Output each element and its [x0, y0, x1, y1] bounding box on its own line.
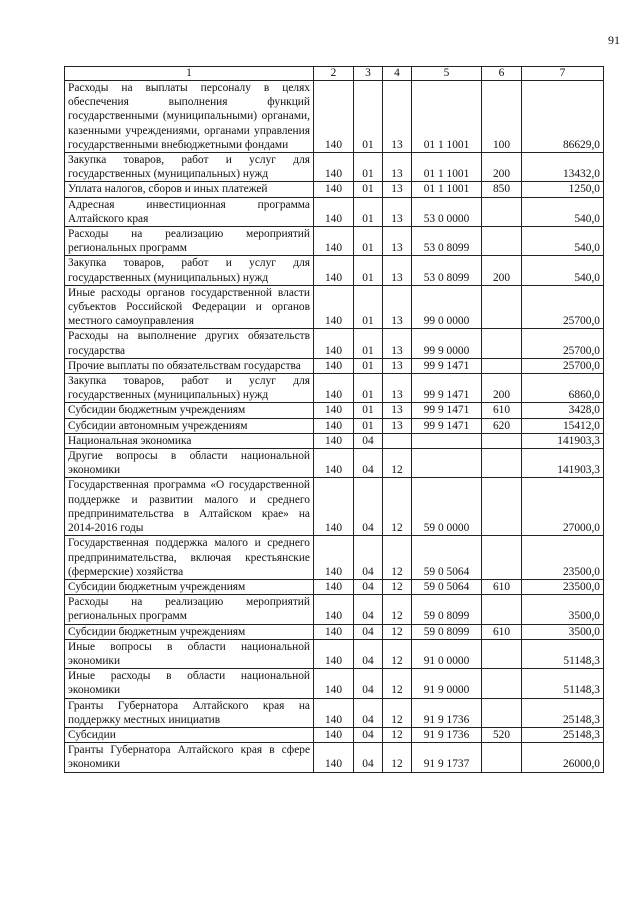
table-row [65, 449, 604, 478]
header-cell: 7 [522, 67, 604, 81]
expense-type-cell [482, 285, 522, 329]
target-article-cell: 59 0 5064 [412, 536, 482, 580]
target-article-cell: 99 0 0000 [412, 285, 482, 329]
section-cell: 01 [354, 418, 383, 433]
expense-type-cell [482, 227, 522, 256]
target-article-cell: 01 1 1001 [412, 153, 482, 182]
amount-cell: 25148,3 [522, 727, 604, 742]
row-name-cell: Субсидии бюджетным учреждениям [65, 579, 314, 594]
section-cell: 01 [354, 182, 383, 197]
row-name-cell: Закупка товаров, работ и услуг для государственных (муниципальных) нужд [65, 153, 314, 182]
subsection-cell: 12 [383, 478, 412, 536]
admin-code-cell: 140 [314, 329, 354, 358]
header-cell: 2 [314, 67, 354, 81]
target-article-cell [412, 449, 482, 478]
table-row [65, 639, 604, 668]
admin-code-cell: 140 [314, 374, 354, 403]
subsection-cell: 12 [383, 669, 412, 698]
target-article-cell: 59 0 5064 [412, 579, 482, 594]
expense-type-cell: 200 [482, 153, 522, 182]
amount-cell: 6860,0 [522, 374, 604, 403]
row-name-cell: Адресная инвестиционная программа Алтайского края [65, 197, 314, 226]
amount-cell: 540,0 [522, 256, 604, 285]
section-cell: 01 [354, 197, 383, 226]
section-cell: 04 [354, 743, 383, 772]
header-cell: 5 [412, 67, 482, 81]
admin-code-cell: 140 [314, 639, 354, 668]
target-article-cell: 99 9 1471 [412, 374, 482, 403]
target-article-cell: 59 0 8099 [412, 595, 482, 624]
row-name-cell: Гранты Губернатора Алтайского края на поддержку местных инициатив [65, 698, 314, 727]
subsection-cell: 13 [383, 256, 412, 285]
row-name-cell: Субсидии бюджетным учреждениям [65, 403, 314, 418]
expense-type-cell [482, 449, 522, 478]
subsection-cell: 12 [383, 624, 412, 639]
table-row [65, 227, 604, 256]
section-cell: 04 [354, 478, 383, 536]
target-article-cell: 53 0 0000 [412, 197, 482, 226]
amount-cell: 86629,0 [522, 81, 604, 153]
section-cell: 04 [354, 433, 383, 448]
table-row [65, 285, 604, 329]
subsection-cell: 13 [383, 227, 412, 256]
target-article-cell: 91 9 1737 [412, 743, 482, 772]
table-row [65, 669, 604, 698]
expense-type-cell [482, 197, 522, 226]
header-cell: 4 [383, 67, 412, 81]
expense-type-cell: 620 [482, 418, 522, 433]
admin-code-cell: 140 [314, 403, 354, 418]
admin-code-cell: 140 [314, 743, 354, 772]
admin-code-cell: 140 [314, 624, 354, 639]
target-article-cell: 59 0 0000 [412, 478, 482, 536]
table-row [65, 197, 604, 226]
target-article-cell: 53 0 8099 [412, 256, 482, 285]
budget-table [64, 66, 604, 773]
admin-code-cell: 140 [314, 227, 354, 256]
row-name-cell: Расходы на реализацию мероприятий региональных программ [65, 595, 314, 624]
row-name-cell: Государственная программа «О государственной поддержке и развитии малого и среднего предпринимательства в Алтайском крае» на 2014-2016 годы [65, 478, 314, 536]
row-name-cell: Национальная экономика [65, 433, 314, 448]
row-name-cell: Прочие выплаты по обязательствам государства [65, 358, 314, 373]
section-cell: 01 [354, 153, 383, 182]
expense-type-cell [482, 358, 522, 373]
row-name-cell: Государственная поддержка малого и среднего предпринимательства, включая крестьянские (фермерские) хозяйства [65, 536, 314, 580]
amount-cell: 13432,0 [522, 153, 604, 182]
amount-cell: 25700,0 [522, 285, 604, 329]
subsection-cell: 13 [383, 358, 412, 373]
row-name-cell: Гранты Губернатора Алтайского края в сфере экономики [65, 743, 314, 772]
subsection-cell: 13 [383, 374, 412, 403]
table-row [65, 182, 604, 197]
admin-code-cell: 140 [314, 153, 354, 182]
expense-type-cell [482, 433, 522, 448]
subsection-cell: 13 [383, 182, 412, 197]
header-row [65, 67, 604, 81]
section-cell: 01 [354, 374, 383, 403]
row-name-cell: Иные вопросы в области национальной экономики [65, 639, 314, 668]
section-cell: 04 [354, 595, 383, 624]
section-cell: 01 [354, 81, 383, 153]
amount-cell: 27000,0 [522, 478, 604, 536]
admin-code-cell: 140 [314, 182, 354, 197]
amount-cell: 51148,3 [522, 639, 604, 668]
section-cell: 01 [354, 227, 383, 256]
amount-cell: 3500,0 [522, 595, 604, 624]
expense-type-cell [482, 478, 522, 536]
subsection-cell: 12 [383, 595, 412, 624]
admin-code-cell: 140 [314, 81, 354, 153]
expense-type-cell [482, 698, 522, 727]
admin-code-cell: 140 [314, 595, 354, 624]
expense-type-cell: 200 [482, 256, 522, 285]
table-row [65, 727, 604, 742]
admin-code-cell: 140 [314, 478, 354, 536]
section-cell: 01 [354, 285, 383, 329]
admin-code-cell: 140 [314, 727, 354, 742]
target-article-cell: 99 9 1471 [412, 403, 482, 418]
expense-type-cell [482, 639, 522, 668]
table-row [65, 579, 604, 594]
admin-code-cell: 140 [314, 536, 354, 580]
section-cell: 04 [354, 639, 383, 668]
subsection-cell: 12 [383, 727, 412, 742]
subsection-cell: 13 [383, 81, 412, 153]
table-row [65, 358, 604, 373]
amount-cell: 23500,0 [522, 536, 604, 580]
admin-code-cell: 140 [314, 358, 354, 373]
amount-cell: 15412,0 [522, 418, 604, 433]
row-name-cell: Расходы на реализацию мероприятий региональных программ [65, 227, 314, 256]
target-article-cell: 91 9 1736 [412, 698, 482, 727]
amount-cell: 25700,0 [522, 329, 604, 358]
expense-type-cell [482, 669, 522, 698]
admin-code-cell: 140 [314, 698, 354, 727]
section-cell: 01 [354, 329, 383, 358]
subsection-cell: 13 [383, 285, 412, 329]
expense-type-cell [482, 595, 522, 624]
target-article-cell: 53 0 8099 [412, 227, 482, 256]
expense-type-cell [482, 329, 522, 358]
table-row [65, 329, 604, 358]
admin-code-cell: 140 [314, 433, 354, 448]
subsection-cell [383, 433, 412, 448]
amount-cell: 1250,0 [522, 182, 604, 197]
admin-code-cell: 140 [314, 197, 354, 226]
row-name-cell: Расходы на выполнение других обязательств государства [65, 329, 314, 358]
row-name-cell: Расходы на выплаты персоналу в целях обеспечения выполнения функций государственными (муниципальными) органами, казенными учреждениями, органами управления государственными внебюджетными фондами [65, 81, 314, 153]
expense-type-cell [482, 536, 522, 580]
admin-code-cell: 140 [314, 285, 354, 329]
target-article-cell [412, 433, 482, 448]
subsection-cell: 12 [383, 698, 412, 727]
section-cell: 04 [354, 624, 383, 639]
table-row [65, 153, 604, 182]
target-article-cell: 59 0 8099 [412, 624, 482, 639]
header-cell: 6 [482, 67, 522, 81]
expense-type-cell: 850 [482, 182, 522, 197]
subsection-cell: 12 [383, 639, 412, 668]
admin-code-cell: 140 [314, 579, 354, 594]
table-row [65, 256, 604, 285]
row-name-cell: Закупка товаров, работ и услуг для государственных (муниципальных) нужд [65, 256, 314, 285]
row-name-cell: Иные расходы в области национальной экономики [65, 669, 314, 698]
row-name-cell: Субсидии автономным учреждениям [65, 418, 314, 433]
subsection-cell: 13 [383, 197, 412, 226]
table-row [65, 418, 604, 433]
target-article-cell: 91 0 0000 [412, 639, 482, 668]
target-article-cell: 01 1 1001 [412, 182, 482, 197]
table-row [65, 536, 604, 580]
table-row [65, 743, 604, 772]
subsection-cell: 12 [383, 579, 412, 594]
admin-code-cell: 140 [314, 449, 354, 478]
target-article-cell: 99 9 1471 [412, 358, 482, 373]
admin-code-cell: 140 [314, 669, 354, 698]
amount-cell: 540,0 [522, 197, 604, 226]
row-name-cell: Другие вопросы в области национальной экономики [65, 449, 314, 478]
table-row [65, 403, 604, 418]
subsection-cell: 13 [383, 403, 412, 418]
section-cell: 04 [354, 536, 383, 580]
table-row [65, 81, 604, 153]
subsection-cell: 12 [383, 536, 412, 580]
amount-cell: 25700,0 [522, 358, 604, 373]
subsection-cell: 13 [383, 329, 412, 358]
admin-code-cell: 140 [314, 256, 354, 285]
table-row [65, 478, 604, 536]
target-article-cell: 91 9 1736 [412, 727, 482, 742]
expense-type-cell: 100 [482, 81, 522, 153]
amount-cell: 540,0 [522, 227, 604, 256]
section-cell: 04 [354, 727, 383, 742]
expense-type-cell: 610 [482, 403, 522, 418]
subsection-cell: 13 [383, 418, 412, 433]
amount-cell: 23500,0 [522, 579, 604, 594]
section-cell: 01 [354, 358, 383, 373]
section-cell: 01 [354, 403, 383, 418]
section-cell: 01 [354, 256, 383, 285]
expense-type-cell [482, 743, 522, 772]
subsection-cell: 12 [383, 449, 412, 478]
row-name-cell: Субсидии [65, 727, 314, 742]
amount-cell: 3428,0 [522, 403, 604, 418]
table-row [65, 595, 604, 624]
expense-type-cell: 200 [482, 374, 522, 403]
table-row [65, 374, 604, 403]
target-article-cell: 01 1 1001 [412, 81, 482, 153]
target-article-cell: 99 9 0000 [412, 329, 482, 358]
section-cell: 04 [354, 449, 383, 478]
row-name-cell: Иные расходы органов государственной власти субъектов Российской Федерации и органов местного самоуправления [65, 285, 314, 329]
target-article-cell: 99 9 1471 [412, 418, 482, 433]
table-row [65, 433, 604, 448]
row-name-cell: Субсидии бюджетным учреждениям [65, 624, 314, 639]
subsection-cell: 12 [383, 743, 412, 772]
amount-cell: 51148,3 [522, 669, 604, 698]
row-name-cell: Уплата налогов, сборов и иных платежей [65, 182, 314, 197]
admin-code-cell: 140 [314, 418, 354, 433]
expense-type-cell: 610 [482, 624, 522, 639]
subsection-cell: 13 [383, 153, 412, 182]
section-cell: 04 [354, 669, 383, 698]
table-row [65, 698, 604, 727]
amount-cell: 25148,3 [522, 698, 604, 727]
row-name-cell: Закупка товаров, работ и услуг для государственных (муниципальных) нужд [65, 374, 314, 403]
table-row [65, 624, 604, 639]
header-cell: 3 [354, 67, 383, 81]
section-cell: 04 [354, 698, 383, 727]
expense-type-cell: 610 [482, 579, 522, 594]
expense-type-cell: 520 [482, 727, 522, 742]
amount-cell: 141903,3 [522, 433, 604, 448]
target-article-cell: 91 9 0000 [412, 669, 482, 698]
section-cell: 04 [354, 579, 383, 594]
amount-cell: 26000,0 [522, 743, 604, 772]
header-cell: 1 [65, 67, 314, 81]
amount-cell: 141903,3 [522, 449, 604, 478]
amount-cell: 3500,0 [522, 624, 604, 639]
page-number: 91 [608, 33, 620, 47]
